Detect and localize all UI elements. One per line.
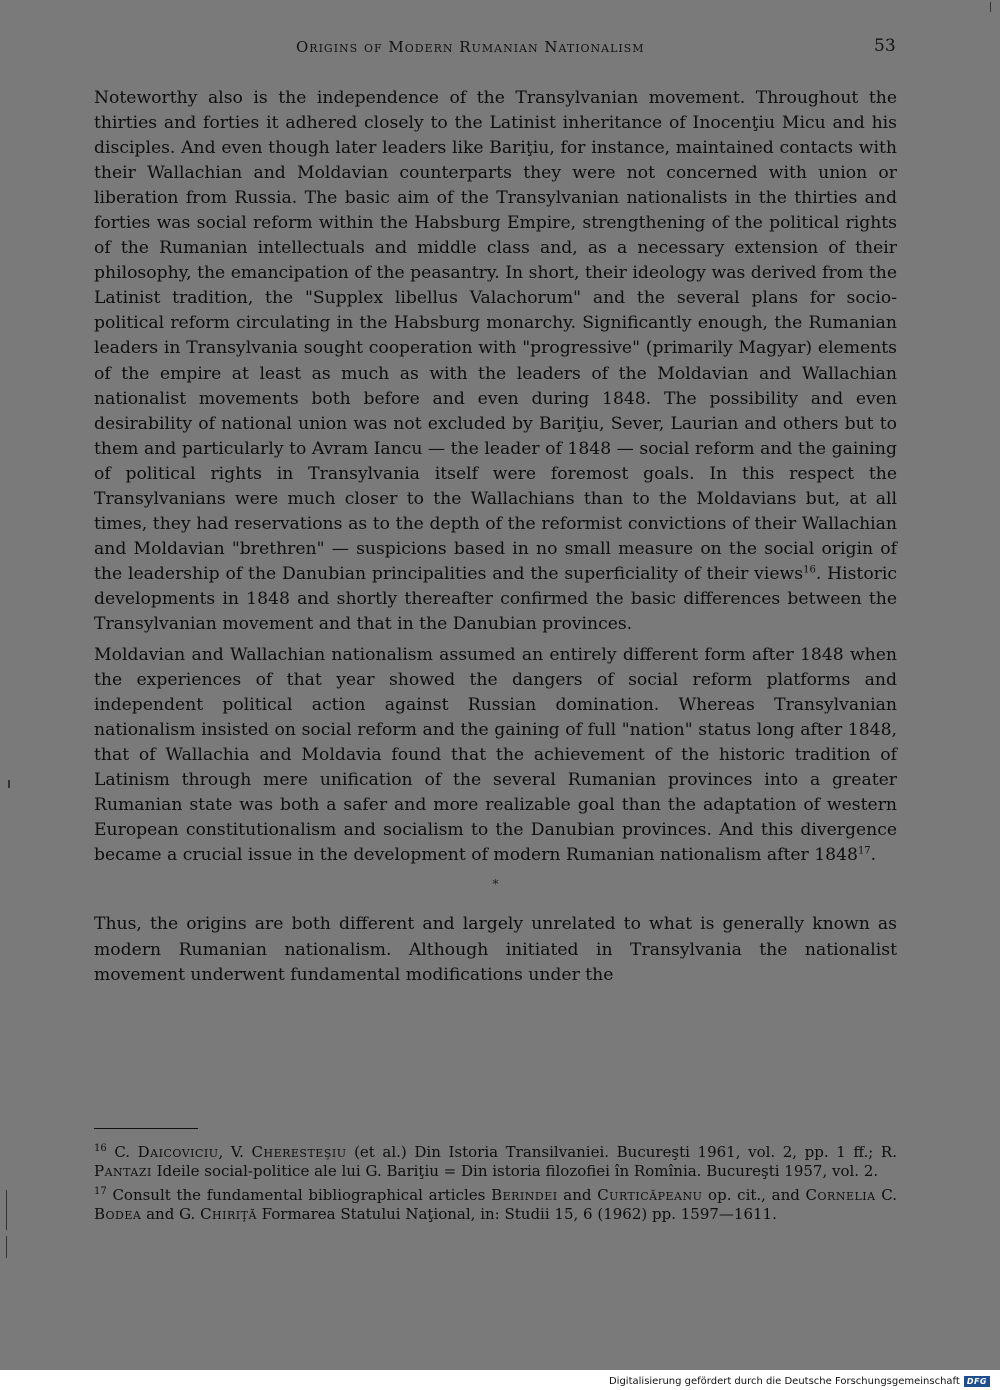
- footnote-text: and G.: [141, 1205, 201, 1223]
- digitization-credit: [609, 1374, 990, 1388]
- author-name: Bodea: [94, 1205, 142, 1223]
- footnote-text: and: [557, 1186, 598, 1204]
- footnote-text: (et al.) Din Istoria Transilvaniei. Bucureşti 1961, vol. 2, pp. 1 ff.; R.: [346, 1143, 897, 1161]
- author-name: Cornelia: [805, 1186, 876, 1204]
- footnotes: [94, 1143, 897, 1229]
- scan-artifact: [990, 2, 991, 12]
- footnote-16: [94, 1143, 897, 1181]
- footnote-text: , V.: [218, 1143, 252, 1161]
- footnote-ref-16: 16: [803, 564, 816, 576]
- credit-text: Digitalisierung gefördert durch die Deutsche Forschungsgemeinschaft: [608, 1375, 960, 1387]
- footnote-text: C.: [875, 1186, 897, 1204]
- section-separator: *: [492, 877, 499, 892]
- paragraph-text: . Historic developments in 1848 and shortly thereafter confirmed the basic differences between the Transylvanian movement and that in the Danubian provinces.: [94, 563, 898, 634]
- dfg-logo-icon: DFG: [964, 1376, 990, 1387]
- paragraph-text: Thus, the origins are both different and largely unrelated to what is generally known as modern Rumanian nationalism. Although initiated in Transylvania the nationalist movement underwent fundamental modifications under the: [94, 914, 897, 985]
- footnote-text: Ideile social-politice ale lui G. Bariţiu = Din istoria filozofiei în Romînia. Bucureşti 1957, vol. 2.: [151, 1162, 879, 1180]
- paragraph-text: Moldavian and Wallachian nationalism assumed an entirely different form after 1848 when the experiences of that year showed the dangers of social reform platforms and independent political action against Russian domination. Whereas Transylvanian nationalism insisted on social reform and the gaining of full "nation" status long after 1848, that of Wallachia and Moldavia found that the achievement of the historic tradition of Latinism through mere unification of the several Rumanian provinces into a greater Rumanian state was both a safer and more realizable goal than the adaptation of western European constitutionalism and socialism to the Danubian provinces. And this divergence became a crucial issue in the development of modern Rumanian nationalism after 1848: [94, 645, 897, 866]
- author-name: Curticăpeanu: [597, 1186, 703, 1204]
- paragraph: [94, 912, 897, 987]
- footnote-17: [94, 1186, 897, 1224]
- footnote-text: Consult the fundamental bibliographical articles: [112, 1186, 492, 1204]
- body-text: [94, 86, 897, 988]
- scan-artifact: [6, 1190, 7, 1230]
- author-name: Cheresteşiu: [251, 1143, 347, 1161]
- author-name: Chiriţă: [200, 1205, 257, 1223]
- running-title: Origins of Modern Rumanian Nationalism: [296, 38, 645, 56]
- footnote-rule: [94, 1128, 198, 1129]
- author-name: Daicoviciu: [137, 1143, 219, 1161]
- footnote-text: op. cit., and: [702, 1186, 806, 1204]
- footnote-text: C.: [114, 1143, 138, 1161]
- paragraph-text: .: [870, 845, 877, 866]
- footnote-ref-17: 17: [857, 845, 871, 857]
- scan-artifact: [6, 1236, 7, 1258]
- page-number: 53: [874, 36, 896, 56]
- paragraph-text: Noteworthy also is the independence of the Transylvanian movement. Throughout the thirties and forties it adhered closely to the Latinist inheritance of Inocenţiu Micu and his disciples. And even though later leaders like Bariţiu, for instance, maintained contacts with their Wallachian and Moldavian counterparts they were not concerned with union or liberation from Russia. The basic aim of the Transylvanian nationalists in the thirties and forties was social reform within the Habsburg Empire, strengthening of the political rights of the Rumanian intellectuals and middle class and, as a necessary extension of their philosophy, the emancipation of the peasantry. In short, their ideology was derived from the Latinist tradition, the "Supplex libellus Valachorum" and the several plans for socio-political reform circulating in the Habsburg monarchy. Significantly enough, the Rumanian leaders in Transylvania sought cooperation with "progressive" (primarily Magyar) elements of the empire at least as much as with the leaders of the Moldavian and Wallachian nationalist movements both before and even during 1848. The possibility and even desirability of national union was not excluded by Bariţiu, Sever, Laurian and others but to them and particularly to Avram Iancu — the leader of 1848 — social reform and the gaining of political rights in Transylvania itself were foremost goals. In this respect the Transylvanians were much closer to the Wallachians than to the Moldavians but, at all times, they had reservations as to the depth of the reformist convictions of their Wallachian and Moldavian "brethren" — suspicions based in no small measure on the social origin of the leadership of the Danubian principalities and the superficiality of their views: [94, 88, 897, 584]
- paragraph: [94, 643, 897, 868]
- footnote-text: Formarea Statului Naţional, in: Studii 15, 6 (1962) pp. 1597—1611.: [256, 1205, 777, 1223]
- author-name: Berindei: [491, 1186, 558, 1204]
- paragraph: [94, 86, 897, 637]
- scan-artifact: [8, 780, 10, 788]
- page-header: [0, 38, 1000, 62]
- footnote-number: 16: [94, 1143, 107, 1154]
- author-name: Pantazi: [94, 1162, 152, 1180]
- footnote-number: 17: [94, 1186, 107, 1197]
